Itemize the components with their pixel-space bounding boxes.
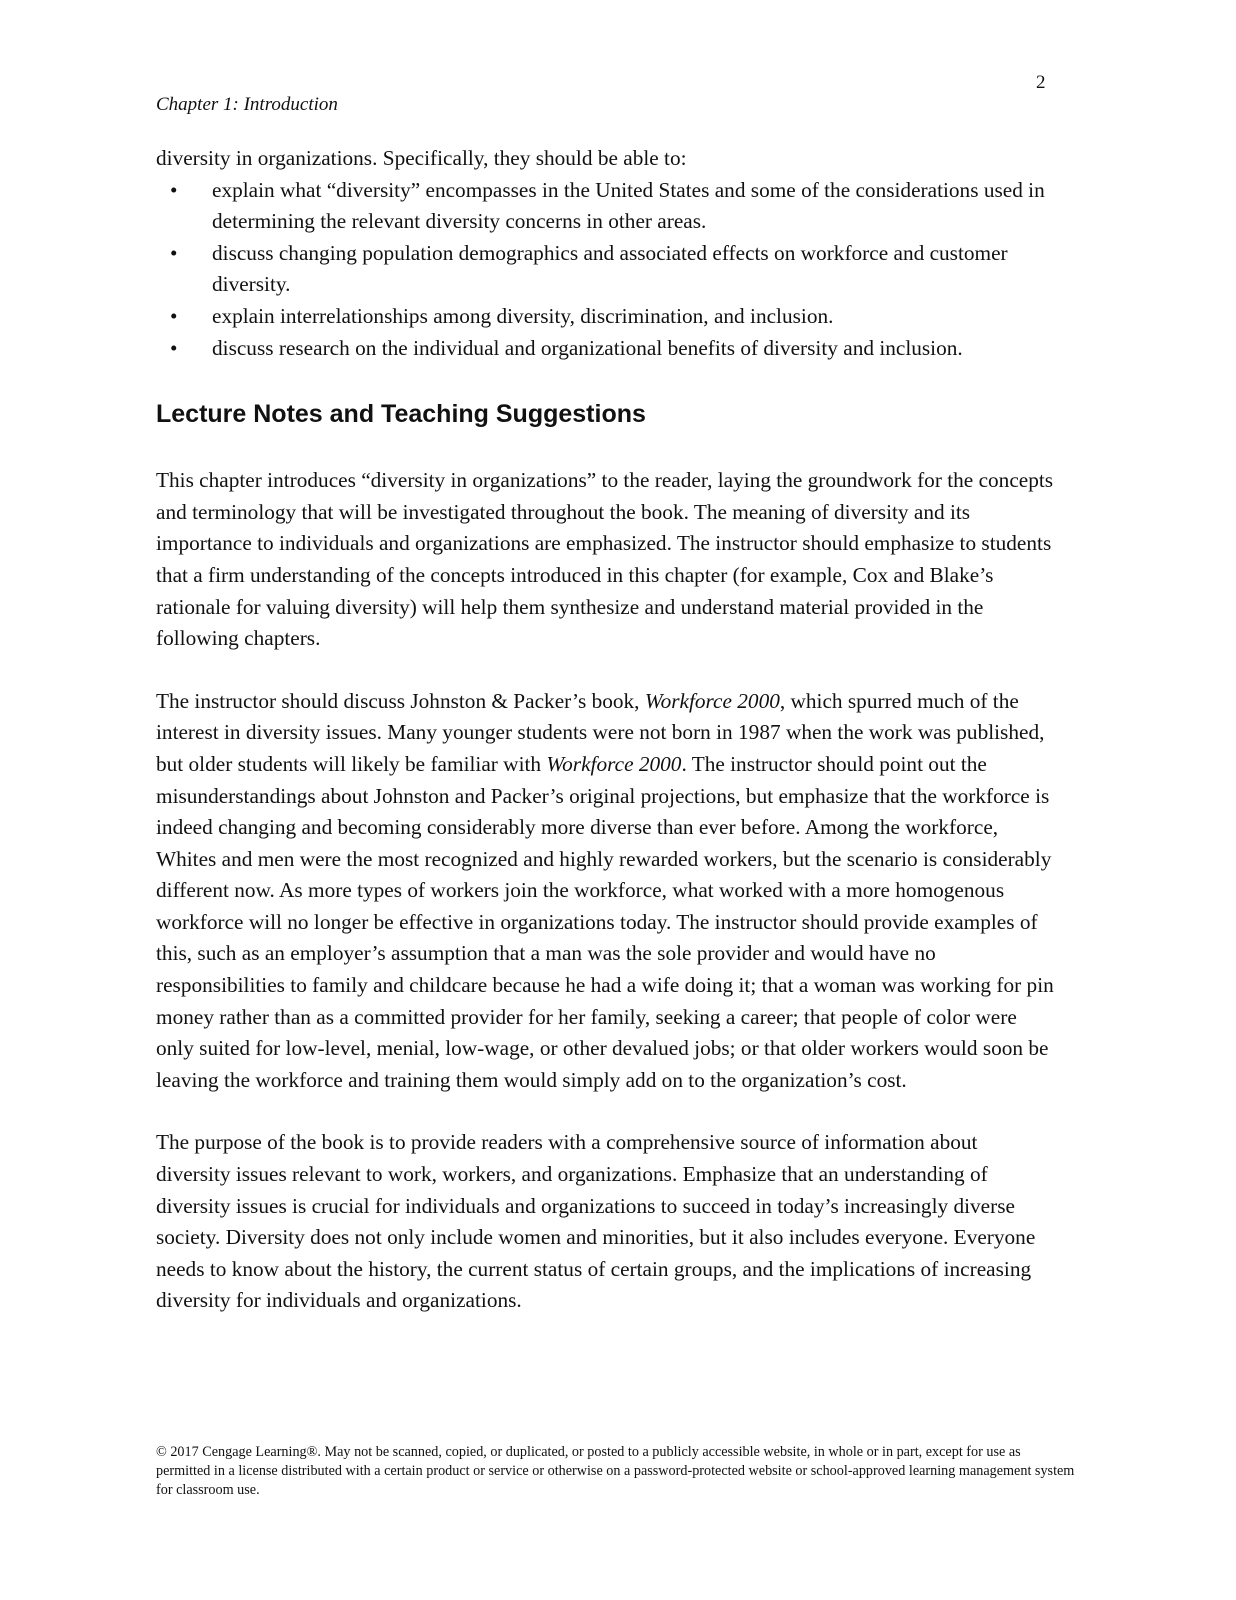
paragraph-text: The instructor should discuss Johnston & Packer’s book, [156,688,645,713]
page-number: 2 [1036,72,1046,93]
list-item [156,238,1056,301]
bullet-icon: • [170,303,178,328]
book-title: Workforce 2000 [644,688,780,713]
paragraph-text: , which spurred much of the interest in diversity issues. Many younger students were not born in 1987 when the work was published, but older students will likely be familiar with [156,688,1045,776]
copyright-footer: © 2017 Cengage Learning®. May not be scanned, copied, or duplicated, or posted to a publicly accessible website, in whole or in part, except for use as permitted in a license distributed with a certain product or service or otherwise on a password-protected website or school-approved learning management system for classroom use. [156,1444,1075,1498]
paragraph-intro-chapter: This chapter introduces “diversity in organizations” to the reader, laying the groundwork for the concepts and terminology that will be investigated throughout the book. The meaning of diversity and its importance to individuals and organizations are emphasized. The instructor should emphasize to students that a firm understanding of the concepts introduced in this chapter (for example, Cox and Blake’s rationale for valuing diversity) will help them synthesize and understand material provided in the following chapters. [156,468,1054,651]
bullet-icon: • [170,335,178,360]
objective-text: discuss research on the individual and organizational benefits of diversity and inclusion. [212,335,963,360]
list-item [156,175,1056,238]
bullet-icon: • [170,240,178,265]
paragraph-book-purpose: The purpose of the book is to provide readers with a comprehensive source of information about diversity issues relevant to work, workers, and organizations. Emphasize that an understanding of diversity issues is crucial for individuals and organizations to succeed in today’s increasingly diverse society. Diversity does not only include women and minorities, but it also includes everyone. Everyone needs to know about the history, the current status of certain groups, and the implications of increasing diversity for individuals and organizations. [156,1130,1036,1313]
running-header: Chapter 1: Introduction [156,94,338,115]
objective-text: explain interrelationships among diversity, discrimination, and inclusion. [212,303,834,328]
list-item [156,333,1056,365]
intro-line: diversity in organizations. Specifically, they should be able to: [156,146,687,170]
objective-text: discuss changing population demographics and associated effects on workforce and customer diversity. [212,240,1008,297]
section-heading: Lecture Notes and Teaching Suggestions [156,400,646,429]
bullet-icon: • [170,177,178,202]
objectives-list [156,175,1056,365]
paragraph-workforce-2000 [156,686,1056,1097]
page-body [156,143,1056,1317]
book-title: Workforce 2000 [546,751,682,776]
paragraph-text: . The instructor should point out the misunderstandings about Johnston and Packer’s original projections, but emphasize that the workforce is indeed changing and becoming considerably more diverse than ever before. Among the workforce, Whites and men were the most recognized and highly rewarded workers, but the scenario is considerably different now. As more types of workers join the workforce, what worked with a more homogenous workforce will no longer be effective in organizations today. The instructor should provide examples of this, such as an employer’s assumption that a man was the sole provider and would have no responsibilities to family and childcare because he had a wife doing it; that a woman was working for pin money rather than as a committed provider for her family, seeking a career; that people of color were only suited for low-level, menial, low-wage, or other devalued jobs; or that older workers would soon be leaving the workforce and training them would simply add on to the organization’s cost. [156,751,1054,1092]
list-item [156,301,1056,333]
objective-text: explain what “diversity” encompasses in the United States and some of the considerations used in determining the relevant diversity concerns in other areas. [212,177,1045,234]
